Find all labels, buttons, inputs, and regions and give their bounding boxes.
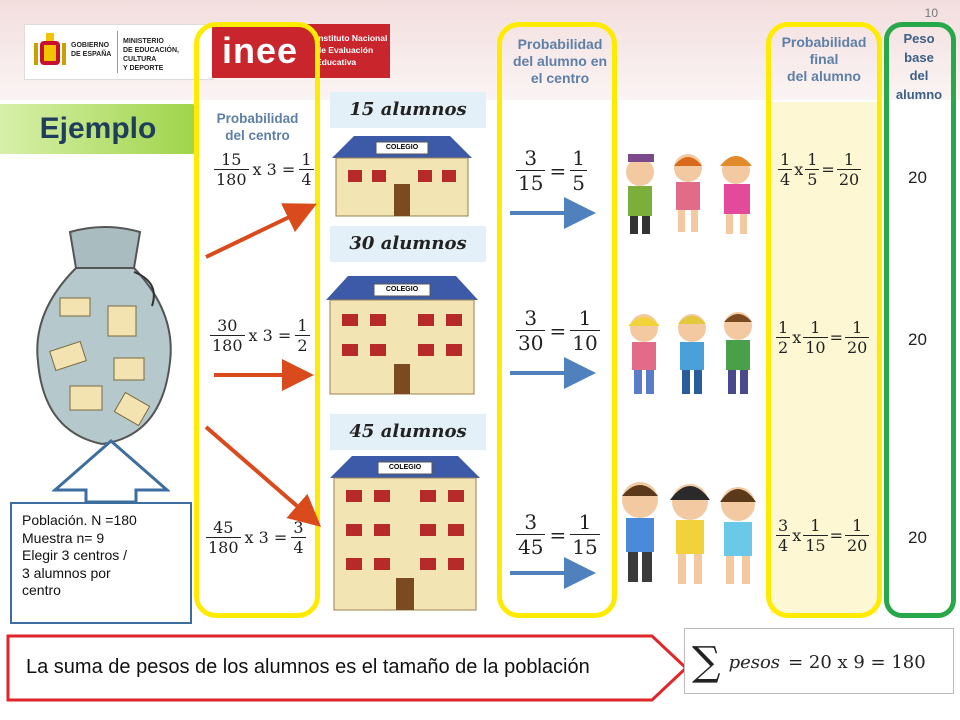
frac-num: 1	[807, 150, 818, 169]
frac-den: 15	[518, 171, 544, 195]
frac-num: 1	[572, 146, 585, 170]
red-arrows	[200, 195, 330, 535]
equals-sign: =	[821, 160, 835, 179]
frac-num: 3	[293, 518, 304, 537]
frac-num: 1	[778, 318, 789, 337]
frac-num: 1	[843, 150, 855, 169]
frac-den: 20	[838, 170, 860, 189]
inee-line-2: de Evaluación	[316, 45, 374, 55]
gov-line-2: DE ESPAÑA	[71, 51, 112, 58]
heading-line: Peso	[903, 31, 935, 46]
frac-num: 3	[524, 146, 538, 170]
gov-line-1: GOBIERNO	[71, 42, 110, 49]
frac-den: 15	[805, 536, 826, 555]
weight-value-2: 20	[908, 330, 927, 349]
frac-den: 10	[572, 331, 598, 355]
alumnos-label-2: 30 alumnos	[330, 226, 486, 262]
sum-formula	[692, 632, 926, 692]
heading-probabilidad-final	[770, 34, 878, 85]
equals-sign: =	[549, 318, 567, 343]
frac-den: 4	[301, 170, 312, 189]
school-1	[322, 132, 482, 218]
frac-den: 2	[297, 336, 308, 355]
frac-den: 2	[778, 338, 789, 357]
multiply-sign: x	[792, 526, 802, 545]
multiply-sign: x 3 =	[244, 528, 288, 547]
frac-num: 3	[778, 516, 789, 535]
heading-line: final	[809, 51, 839, 67]
frac-den: 180	[216, 170, 247, 189]
up-arrow-icon	[52, 438, 170, 504]
page-title: Ejemplo	[0, 104, 196, 154]
heading-line: base	[904, 49, 934, 65]
equals-sign: =	[549, 522, 567, 547]
red-arrow-3	[206, 427, 312, 519]
alumno-prob-1	[516, 146, 587, 195]
school-sign: COLEGIO	[385, 286, 419, 293]
frac-den: 45	[518, 535, 544, 559]
inee-line-1: Instituto Nacional	[316, 33, 388, 43]
students-group-2	[620, 306, 764, 402]
heading-line: del alumno	[787, 68, 861, 84]
red-arrow-1	[206, 209, 306, 257]
equals-sign: =	[829, 328, 843, 347]
population-line: Muestra n= 9	[22, 529, 105, 546]
coat-of-arms-icon	[33, 31, 67, 73]
frac-num: 1	[578, 510, 592, 534]
alumnos-label-1: 15 alumnos	[330, 92, 486, 128]
government-logo	[24, 24, 214, 80]
heading-line: del centro	[225, 128, 290, 143]
frac-num: 3	[524, 306, 538, 330]
heading-line: Probabilidad	[517, 36, 603, 52]
frac-num: 1	[301, 150, 312, 169]
ministry-line-1: MINISTERIO	[123, 38, 164, 45]
heading-probabilidad-alumno-centro	[500, 36, 620, 87]
frac-num: 1	[810, 318, 821, 337]
frac-den: 180	[212, 336, 243, 355]
frac-num: 1	[780, 150, 791, 169]
multiply-sign: x 3 =	[252, 160, 296, 179]
inee-wordmark: inee	[222, 30, 299, 71]
frac-den: 10	[805, 338, 826, 357]
frac-num: 1	[852, 318, 863, 337]
population-line: Población. N =180	[22, 512, 137, 528]
students-group-3	[616, 474, 764, 594]
heading-line: alumno	[895, 86, 943, 102]
population-line: Elegir 3 centros /	[22, 547, 128, 563]
population-info-box	[10, 502, 192, 624]
ministry-line-2: DE EDUCACIÓN, CULTURA	[123, 47, 180, 63]
weight-value-3: 20	[908, 528, 927, 547]
multiply-sign: x	[794, 160, 804, 179]
frac-num: 1	[852, 516, 863, 535]
frac-num: 45	[213, 518, 234, 537]
frac-den: 20	[846, 338, 868, 357]
frac-den: 5	[572, 171, 585, 195]
equals-sign: =	[829, 526, 843, 545]
centro-prob-1	[214, 150, 314, 189]
school-3	[322, 452, 488, 612]
alumno-prob-3	[516, 510, 600, 559]
heading-line: del alumno en	[512, 53, 608, 69]
frac-den: 4	[293, 538, 304, 557]
frac-num: 1	[810, 516, 821, 535]
formula-rest: = 20 x 9 = 180	[788, 651, 926, 673]
school-2	[318, 272, 486, 396]
centro-prob-2	[210, 316, 310, 355]
frac-den: 5	[807, 170, 818, 189]
final-prob-1	[778, 150, 861, 189]
equals-sign: =	[549, 158, 567, 183]
school-sign: COLEGIO	[388, 464, 422, 471]
alumno-prob-2	[516, 306, 600, 355]
final-prob-2	[776, 318, 869, 357]
inee-line-3: Educativa	[316, 57, 357, 67]
frac-den: 4	[780, 170, 791, 189]
population-line: 3 alumnos por	[22, 564, 111, 581]
frac-num: 1	[297, 316, 308, 335]
heading-line: el centro	[530, 70, 590, 86]
frac-num: 15	[221, 150, 242, 169]
heading-peso-base	[886, 30, 952, 104]
weight-value-1: 20	[908, 168, 927, 187]
heading-line: Probabilidad	[781, 34, 867, 50]
frac-num: 1	[578, 306, 592, 330]
frac-den: 4	[778, 536, 789, 555]
heading-line: Probabilidad	[216, 111, 299, 126]
multiply-sign: x 3 =	[248, 326, 292, 345]
frac-den: 180	[208, 538, 239, 557]
final-prob-3	[776, 516, 869, 555]
alumnos-label-3: 45 alumnos	[330, 414, 486, 450]
page-number: 10	[924, 6, 938, 20]
population-sum-statement: La suma de pesos de los alumnos es el tamaño de la población	[26, 656, 590, 678]
frac-den: 30	[518, 331, 544, 355]
frac-num: 3	[524, 510, 538, 534]
students-group-1	[618, 148, 764, 240]
heading-line: del	[909, 68, 929, 83]
centro-prob-3	[206, 518, 306, 557]
frac-num: 30	[217, 316, 238, 335]
population-line: centro	[22, 582, 61, 598]
sigma-icon: ∑	[692, 639, 721, 685]
formula-word: pesos	[728, 651, 781, 673]
ministry-line-3: Y DEPORTE	[123, 65, 164, 72]
frac-den: 15	[572, 535, 598, 559]
school-sign: COLEGIO	[385, 144, 419, 151]
school-building-icon	[322, 452, 488, 612]
heading-probabilidad-centro	[200, 110, 315, 144]
multiply-sign: x	[792, 328, 802, 347]
frac-den: 20	[846, 536, 868, 555]
